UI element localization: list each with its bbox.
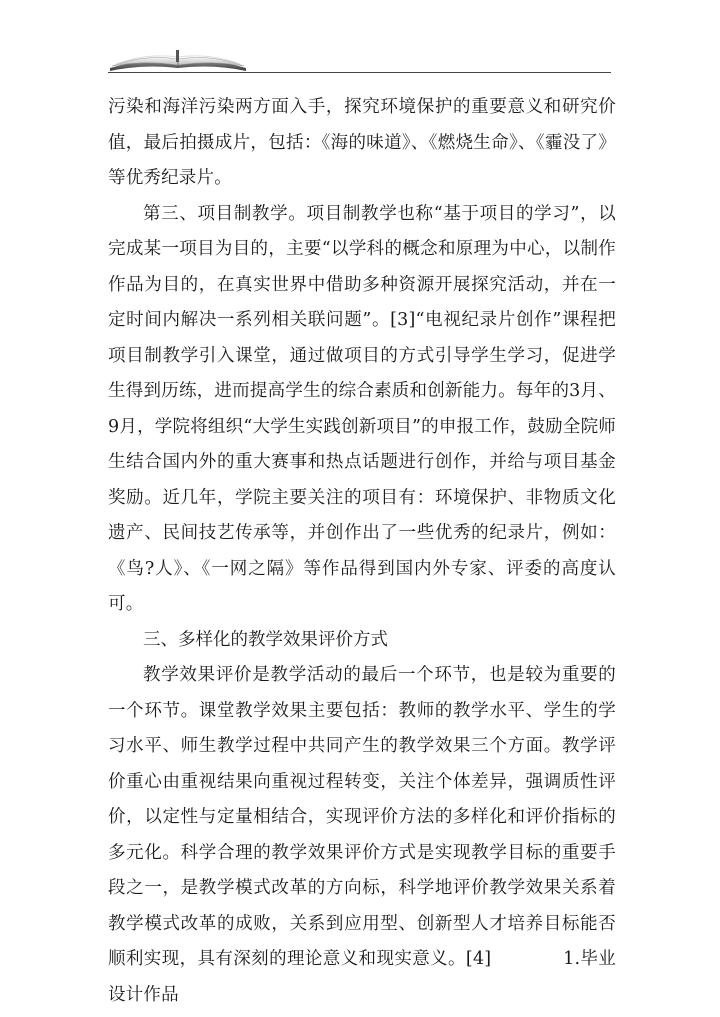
paragraph-1: 污染和海洋污染两方面入手，探究环境保护的重要意义和研究价值，最后拍摄成片，包括：《海的味道》、《燃烧生命》、《霾没了》等优秀纪录片。 — [108, 97, 616, 188]
page-header — [108, 48, 611, 74]
document-body — [108, 90, 616, 1013]
paragraph-2: 第三、项目制教学。项目制教学也称“基于项目的学习”，以完成某一项目为目的，主要“以学科的概念和原理为中心，以制作作品为目的，在真实世界中借助多种资源开展探究活动，并在一定时间内解决一系列相关联问题”。[3]“电视纪录片创作”课程把项目制教学引入课堂，通过做项目的方式引导学生学习，促进学生得到历练，进而提高学生的综合素质和创新能力。每年的3月、9月，学院将组织“大学生实践创新项目”的申报工作，鼓励全院师生结合国内外的重大赛事和热点话题进行创作，并给与项目基金奖励。近几年，学院主要关注的项目有：环境保护、非物质文化遗产、民间技艺传承等，并创作出了一些优秀的纪录片，例如：《鸟?人》、《一网之隔》等作品得到国内外专家、评委的高度认可。 — [108, 203, 616, 614]
paragraph-3: 教学效果评价是教学活动的最后一个环节，也是较为重要的一个环节。课堂教学效果主要包括：教师的教学水平、学生的学习水平、师生教学过程中共同产生的教学效果三个方面。教学评价重心由重视结果向重视过程转变，关注个体差异，强调质性评价，以定性与定量相结合，实现评价方法的多样化和评价指标的多元化。科学合理的教学效果评价方式是实现教学目标的重要手段之一，是教学模式改革的方向标，科学地评价教学效果关系着教学模式改革的成败，关系到应用型、创新型人才培养目标能否顺利实现，具有深刻的理论意义和现实意义。[4] 1.毕业设计作品 — [108, 665, 616, 1005]
book-icon — [108, 48, 248, 72]
header-divider — [108, 72, 611, 73]
section-heading-3: 三、多样化的教学效果评价方式 — [143, 629, 388, 650]
